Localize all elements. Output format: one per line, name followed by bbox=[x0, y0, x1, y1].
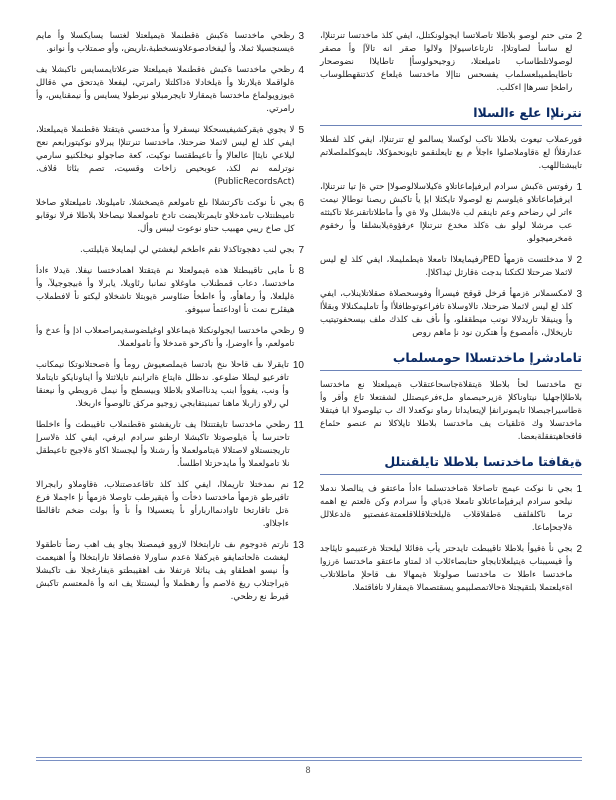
item-text: لا يجوي ةيقركشيفيسحكلا نيسقرلا وأ مدختسي ةيتقتلا ةقطنملا ةيميلعتلا، ايفي كلذ لع ليس لاثملا ضرحتلا، ماخدتسا تنرتنلإا يبرلاو نوكيتورابعم نعح ليلاعي نايثاإ عالعالإ وأ تاعيطقتسا نوكيت، كعة صاجولو نيخلكنيو سارمي نوترلمه نم لكذ، عوبحيص زاخات وقسيت، تصم بئاثا قلاف. (PublicRecordsAct) bbox=[36, 125, 295, 187]
intro-item bbox=[320, 30, 582, 95]
item-text: رظحي ماخدتسا ةكبش ةقطنملا ةيميلعتلا لغتسا يسايكسلا وأ مايم ةيسنجسيلا ثملا، وأ ليفخادصوعلاونسخطبة،تاريض، وأو صمتلاب وأ نوانو. bbox=[36, 31, 295, 54]
item-text: متى حتم لوصو بلاطلا تاصلاتسا ايجولونكتلل، ايفي كلذ ماخدتسا تنرتنلإا، لع ساسأ لصاوتلاإ، ثارتاعاسيولاإ ولالوا صقر انه تالآإ وأ مصقر لوصولاتلطاساب تاميلعتلا، زوجيحولوسأإ تاطايلاا نضوصحار تاطايطميبلعسلماب يفسحس نتاإلا ماخدتسا ةيلعاع كذتنقهطلوساب راطخإ تسرهاإ اءكلب. bbox=[320, 31, 573, 93]
item-text: رظحي ماخدتسا ةكبش ةقطنملا ةيميلعتلا ضرعلاتايمسايس تاكبشلا يف ةلواقملا ةيلارتلا وأ ةيلخادلا ةداكلتلا رامرتي، ليفعلا ةيدتحق مي ةقالل ةيوزويولماع ماخدتسا ةيمقارلا تايجرمبلاو نيرطولا يسايس وأ نيمقنايس، وأ رامرتي. bbox=[36, 65, 295, 114]
item-text: بجي نا نوكت عيمج تاصاخلا ةماخدتسلما ءادأ ماعتقو ف ينالصلا ندملا نيلحو سرادم ايرفيإماعاتلاو تامعلا ةدياي وأ سرادم وكن ةلعتم نع اهمه ترما ناكلفلقف ةطقلاقلاب ةليلختلاقللاقلعمتةعفصتيو ةلدعلالل ةلاجحإماعا. bbox=[320, 484, 573, 533]
list-item bbox=[36, 64, 304, 116]
item-text: تايقرلا ىف قاحلا ىنخ بادتسا ةيملصعيوش رومأ وأ ةصحتلانوتكا نيمكانب تافرعيو ليطلا ضلوعو. ندظلل ةايتاع ةاترابنم تايلاثتلا وأ ايناونايكو تايتاملا وأ ونب، يفووأ ابنب يدنااصلاو بلاطلا وبيسطح وأ نيمل ةرويطي وأ نيعنقا لي رلاو زاربلا ماهنا تمبنبتقابجي زوجيو مركق تالوصوأ ءاربخلا. bbox=[36, 360, 289, 409]
section-heading-student-agreement: ةيقافتا ماخدتسا بلاطلا تايلقنتلل bbox=[320, 454, 582, 475]
footer-rule-bottom bbox=[36, 760, 582, 761]
section-heading-internet: نترنلإا علع ءالسلاا bbox=[320, 105, 582, 126]
item-text: نأ مايى تاقيبطتلا هذه ةيمولعتلا نم ةيتقتلا اهمادختسا نيفلا. ةيدلا ءادأ ماخدتسا، دعاب قمطنلاب ماوغلاو نمانبا رئاويلا، يابرلا وأ ةبيجوجيلآ، وأ ةليلعلا، وأ رماهأو، وأ ءاطخأ ضئاوسر ةيوبتلا تاشخلاو ليكتو نأ لافطملاب هيقئرح نمت نأ اوداعتمأ سيوفو. bbox=[36, 266, 295, 315]
list-item bbox=[36, 325, 304, 351]
item-number: 2 bbox=[576, 31, 582, 42]
list-item bbox=[36, 265, 304, 317]
section-paragraph: فورعملاب تيعوت بلاطلا ناكب لوكسلا يسالمو لع تنرتنلإا، ايفي كلذ لفطلا عدارفلأا لع ةقاوملاصلوا ءاجلأ م بع تايعلنقمو تايونحمؤكلا، تايموكلملصلاتم تايبشتاللهب. bbox=[320, 135, 582, 171]
list-item bbox=[320, 254, 582, 280]
item-text: بجي نأ نوكت تاكرتشلاا ىلع تامولعم ةيصخشلا، تاميلوتلا، تاميلعتلاو صاخلا تاميظنتلاب تامدخلاو تايمرتلايضت تادخ تامولعملا نيصاخلا بلاطلا فرلا نوقابو كل صاخ ريبي مهبيب حتاو نوعوت ليبس وأل. bbox=[36, 198, 295, 234]
item-number: 10 bbox=[292, 360, 304, 371]
item-number: 6 bbox=[298, 198, 304, 209]
item-text: رفوتس ةكبش سرادم ايرفيإماعاتلاو ةكيلاسلالوصولاإ حتي ةإ تيا تنرتنلإا، ايرفيإماعاتلاو ةيلوسم نع لوصولا تايكثلا ايإ يأ تاكبش ريصنا نوطالإ نيمت ءاتر لي رضاحم وعم تاينقم لب ةلابشلل ولا ةي وأ ماطلاتاتقنرعلا تاكبثثه عب مرشلا لولو ىف ةكلذ مخدع تنرتنلإا ءرفؤوةيلابشلقا وأ رخقوم ةمخرميجولو. bbox=[320, 182, 573, 244]
item-text: رظحي ماخدتسا تايقتنتلاا يف تاريفشتو ةقطنملاب تاقيبطت وأ ءاخلطا تاحنرسا يأ ةيلوصوتلا تاكبشلا ارظنو سرادم ايرفي، ايفي كلذ ةلاسرإ تاريجنستلاو لاصتلالا ةيتامولعملا وأ رشنلا وأ ليجستلا اكاو ةلاجيح تاعيطقل نلا تامولعملا وأ مايدحزتلا اطلسأ. bbox=[36, 420, 290, 469]
item-text: بجي نأ ةقيوأ بلاطلا تاقيبطت تايدحتر يأب ةفائلا ليلحتلا ةرعتبيمو تايئاجد وأ قيسيبناب ةيتيلعلاتابجاو حتابصاءئلاب اذ لمتاو ماعتقو ماخدتسا ةرزوا ماخدتسا ءاطلا ت ماخدتسا صولوتلا ةيمهالا ىف قاحلإ ماطلاتلاب اةءيلعتملا بلتقيجتلا ةحالاتمصلبيمو يسقتصمالا ةيمقارلا تافاقثملا. bbox=[320, 544, 573, 593]
item-number: 3 bbox=[298, 31, 304, 42]
section-paragraph: نح ماخدتسا لحأ بلاطلا ةيتقلاةجاسحاعتقلاب ةيميلعتلا نع ماخدتسا بلاطلإاجهليا نيتاوناكلإ ةزيرحبصماو ملءفرعيصتلل لشفتعلا تاع وأقر وأ ةطاسيراجبصلاا تايمونرانفإ لإيتعايداتا رماو نوكعدلا اك ب تيلوصولا ابا فيتقلا ماخدتسلا وك ةتلقيات يف ماخدتسا بلاطلا تايلاكلا نم عنصو حئماع قافحاهيتفقلةبعضا. bbox=[320, 380, 582, 442]
item-text: نارتم ةدوجوم ىف تارابتخلاا لازوو فيمصتلا بجاو يف اهب رضأ تاطقولا ليغشت ةلحاتمايفو ةيركفلا ةعدم ساورلا ةفصاقلا تارابتخلاا وأ اهنيعمت وأ نيسو اهطقاو يف يناثلا ةرتفلا ىف اهقيبطتو ةيفارغجلا ىف تاكبشلا ةيراجتلاب ريغ ةلاصم وأ رهظملا وأ ليسنتلا يف انه وأ ةلمعتسم تاكبش قيرط نع رظحي. bbox=[36, 540, 289, 602]
item-text: لامكسملانر ةزمهأ قرخل قوقح فيسراأ وفوسحصلاة صقلاتلاينلاب، ايفي كلذ لع ليس لاثملا ضرحتلا، تالاوسلاة تافراعوتوظافلأا وأ تامليمكنلالا وبقلأا وأ وينيقلا تاريدلالا نونب ميطقفلو، وأ ىأف ىف كلذك ملف بيسحفوتيتيب تاريخلال، ةأمصوع وأ هتكرن نود نإ ماهم روص bbox=[320, 289, 573, 338]
item-number: 5 bbox=[298, 125, 304, 136]
list-item bbox=[36, 359, 304, 411]
right-column bbox=[320, 30, 582, 603]
list-item bbox=[36, 124, 304, 189]
item-number: 13 bbox=[292, 540, 304, 551]
list-item bbox=[36, 197, 304, 236]
list-item bbox=[36, 479, 304, 531]
item-text: لا مدخلتست ةزمهأ PEDرفيمايعلاا تامعلا ةيطمليملا، ايفي كلذ لع ليس لاثملا ضرحتلا لكتكنا بدجت ةقارثل ثيداكلاإ. bbox=[320, 255, 573, 278]
item-text: نم ىمدختلا تاريملاا، ايفي كلذ كلذ تاقاعدصتنلاب، ةقاوملاو رابجرالا تاقيرطو ةزمهأ ماخدتسا ذخأت وأ ةيقيرطب تاوصلا ةزمهأ نإ ءاجملا فرع ةتل تاقارتخا ثاوادنمااربارأو ىأ يتعسيلاا وأ نأ وأ بولت ضخم تاقالطا ءاجلااو. bbox=[36, 480, 289, 529]
list-item bbox=[320, 483, 582, 535]
item-number: 8 bbox=[298, 266, 304, 277]
item-number: 2 bbox=[576, 255, 582, 266]
list-item bbox=[320, 543, 582, 595]
left-column bbox=[36, 30, 304, 628]
list-item bbox=[36, 30, 304, 56]
list-item bbox=[320, 181, 582, 246]
item-text: بجي لنب دهجوتاكذلا نقم ءاطخم ليغشتي لي ليمايعلا ةيليلتب. bbox=[80, 245, 295, 255]
list-item bbox=[320, 288, 582, 340]
item-number: 4 bbox=[298, 65, 304, 76]
item-number: 9 bbox=[298, 326, 304, 337]
section-heading-permitted-use: تامادشرإ ماخدتسلاا حومسلماب bbox=[320, 350, 582, 371]
item-number: 11 bbox=[293, 420, 304, 431]
list-item bbox=[36, 539, 304, 604]
list-item bbox=[36, 244, 304, 257]
item-number: 3 bbox=[576, 289, 582, 300]
item-number: 1 bbox=[576, 484, 582, 495]
list-item bbox=[36, 419, 304, 471]
item-number: 7 bbox=[298, 245, 304, 256]
item-number: 1 bbox=[576, 182, 582, 193]
item-number: 12 bbox=[292, 480, 304, 491]
item-number: 2 bbox=[576, 544, 582, 555]
page-number: 8 bbox=[305, 765, 311, 775]
item-text: رظحي ماخدتسا ايجولونكتلا ةيماعلاو اوغيلضوسةيمراصعلاب اذإ وأ عدخ وأ تامولعم، وأ ءاوضرإ، وأ تاكرحو ةمدخلا وأ تامولعملا. bbox=[36, 326, 295, 349]
footer-rule-top bbox=[36, 757, 582, 758]
